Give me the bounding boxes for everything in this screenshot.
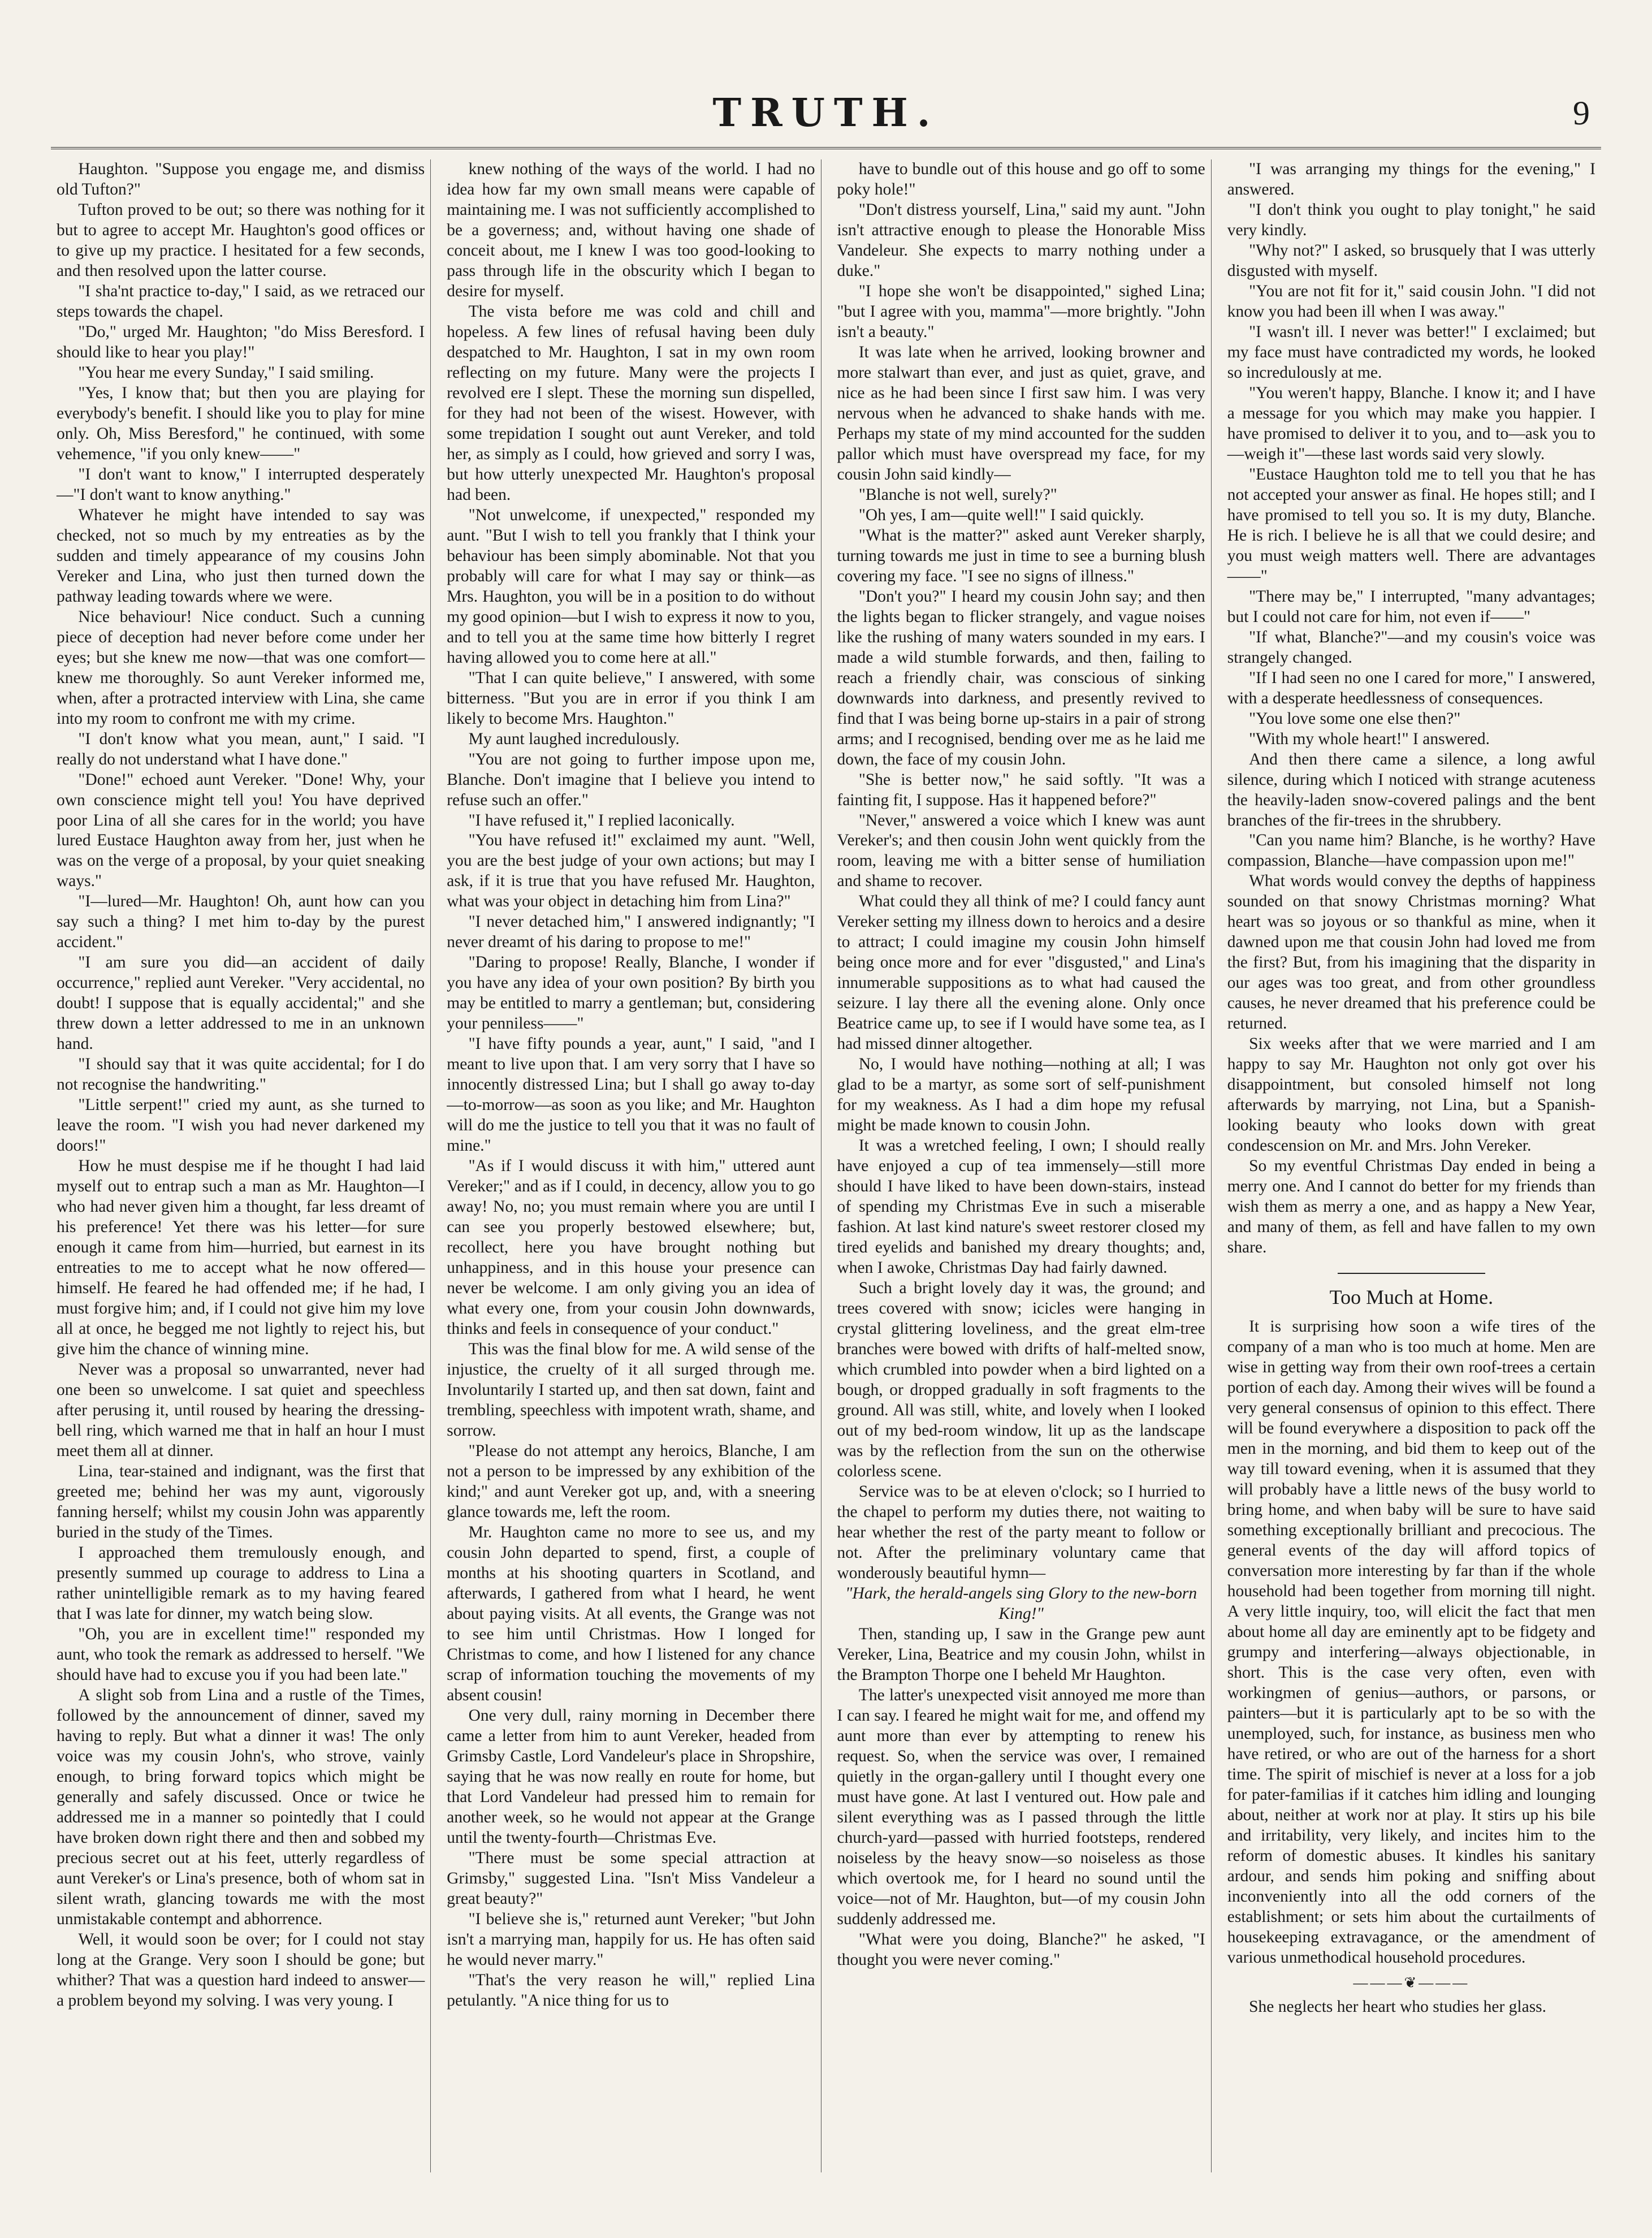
paragraph: knew nothing of the ways of the world. I had no idea how far my own small means were capable of maintaining me. I was not sufficiently accomplished to be a governess; and, without having one shade of conceit about, me I knew I was too good-looking to pass through life in the obscurity which I began to desire for myself. (447, 160, 815, 300)
paragraph: "You hear me every Sunday," I said smiling. (78, 363, 374, 382)
paragraph: "I—lured—Mr. Haughton! Oh, aunt how can you say such a thing? I met him to-day by the purest accident." (57, 892, 425, 952)
paragraph: The latter's unexpected visit annoyed me more than I can say. I feared he might wait for me, and offend my aunt more than ever by attempting to renew his request. So, when the service was over, I remained quietly in the organ-gallery until I thought every one must have gone. At last I ventured out. How pale and silent everything was as I passed through the little church-yard—passed with hurried footsteps, rendered noiseless by the heavy snow—so noiseless as those which overtook me, for I heard no sound until the voice—not of Mr. Haughton, but—of my cousin John suddenly addressed me. (837, 1686, 1205, 1928)
paragraph: "I have fifty pounds a year, aunt," I said, "and I meant to live upon that. I am very sorry that I have so innocently distressed Lina; but I shall go away to-day—to-morrow—as soon as you like; and Mr. Haughton will do me the justice to tell you that it was no fault of mine." (447, 1035, 815, 1155)
paragraph: "You have refused it!" exclaimed my aunt. "Well, you are the best judge of your own actions; but may I ask, if it is true that you have refused Mr. Haughton, what was your object in detaching him from Lina?" (447, 831, 815, 911)
paragraph: "I don't want to know," I interrupted desperately—"I don't want to know anything." (57, 465, 425, 504)
paragraph: "I believe she is," returned aunt Vereker; "but John isn't a marrying man, happily for us. He has often said he would never marry." (447, 1909, 815, 1969)
paragraph: "That I can quite believe," I answered, with some bitterness. "But you are in error if you think I am likely to become Mrs. Haughton." (447, 668, 815, 728)
paragraph: It is surprising how soon a wife tires of the company of a man who is too much at home. Men are wise in getting way from their own roof-trees a certain portion of each day. Among their wives will be found a very general consensus of opinion to this effect. There will be found everywhere a disposition to pack off the men in the morning, and bid them to keep out of the way till toward evening, when it is assumed that they will probably have a little news of the busy world to bring home, and when baby will be sure to have said something exceptionally brilliant and precocious. The general events of the day will afford topics of conversation more interesting by far than if the whole household had been together from morning till night. A very little inquiry, too, will elicit the fact that men about home all day are eminently apt to be fidgety and grumpy and interfering—always objectionable, in short. This is the case very often, even with workingmen of genius—authors, or parsons, or painters—but it is particularly apt to be so with the unemployed, such, for instance, as business men who have retired, or who are out of the harness for a short time. The spirit of mischief is never at a loss for a job for pater-familias if it catches him idling and lounging about, neither at work nor at play. It stirs up his bile and irritability, very likely, and incites him to the reform of domestic abuses. It kindles his sanitary ardour, and sends him poking and sniffing about inconveniently into all the odd corners of the establishment; or sets him about the curtailments of housekeeping extravagance, or the amendment of various unmethodical household procedures. (1227, 1317, 1595, 1967)
paragraph: "I have refused it," I replied laconically. (468, 811, 735, 829)
paragraph: "I am sure you did—an accident of daily occurrence," replied aunt Vereker. "Very accidental, no doubt! I suppose that is equally accidental;" and she threw down a letter addressed to me in an unknown hand. (57, 953, 425, 1053)
column-2 (441, 159, 821, 2172)
paragraph: "Never," answered a voice which I knew was aunt Vereker's; and then cousin John went quickly from the room, leaving me with a bitter sense of humiliation and shame to recover. (837, 811, 1205, 891)
paragraph: Such a bright lovely day it was, the ground; and trees covered with snow; icicles were hanging in crystal glittering loveliness, and the great elm-tree branches were bowed with drifts of half-melted snow, which crumbled into powder when a bird lighted on a bough, or dropped gradually in soft fragments to the ground. All was still, white, and lovely when I looked out of my bed-room window, lit up as the landscape was by the reflection from the sun on the otherwise colorless scene. (837, 1279, 1205, 1480)
column-4-story (1227, 159, 1595, 1258)
paragraph: No, I would have nothing—nothing at all; I was glad to be a martyr, as some sort of self-punishment for my weakness. As I had a dim hope my refusal might be made known to cousin John. (837, 1055, 1205, 1135)
section-rule (1338, 1273, 1485, 1274)
paragraph: Six weeks after that we were married and I am happy to say Mr. Haughton not only got over his disappointment, but consoled himself not long afterwards by marrying, not Lina, but a Spanish-looking beauty who looks down with great condescension on Mr. and Mrs. John Vereker. (1227, 1035, 1595, 1155)
paragraph: "Hark, the herald-angels sing Glory to the new-born King!" (845, 1584, 1197, 1623)
paragraph: It was late when he arrived, looking browner and more stalwart than ever, and just as quiet, grave, and nice as he had been since I first saw him. I was very nervous when he advanced to shake hands with me. Perhaps my state of my mind accounted for the sudden pallor which must have overspread my face, for my cousin John said kindly— (837, 343, 1205, 483)
paragraph: "Little serpent!" cried my aunt, as she turned to leave the room. "I wish you had never darkened my doors!" (57, 1096, 425, 1155)
paragraph: "Do," urged Mr. Haughton; "do Miss Beresford. I should like to hear you play!" (57, 322, 425, 361)
paragraph: have to bundle out of this house and go off to some poky hole!" (837, 160, 1205, 198)
paragraph: What words would convey the depths of happiness sounded on that snowy Christmas morning? What heart was so joyous or so thankful as mine, when it dawned upon me that cousin John had loved me from the first? But, from his imagining that the disparity in our ages was too great, and from other groundless causes, he never dreamed that his preference could be returned. (1227, 872, 1595, 1033)
paragraph: I approached them tremulously enough, and presently summed up courage to address to Lina a rather unintelligible remark as to my having feared that I was late for dinner, my watch being slow. (57, 1543, 425, 1623)
paragraph: "I wasn't ill. I never was better!" I exclaimed; but my face must have contradicted my words, he looked so incredulously at me. (1227, 322, 1595, 382)
paragraph: Service was to be at eleven o'clock; so I hurried to the chapel to perform my duties there, not waiting to hear whether the rest of the party meant to follow or not. After the preliminary voluntary came that wonderously beautiful hymn— (837, 1482, 1205, 1582)
paragraph: "I sha'nt practice to-day," I said, as we retraced our steps towards the chapel. (57, 282, 425, 321)
paragraph: "She is better now," he said softly. "It was a fainting fit, I suppose. Has it happened before?" (837, 770, 1205, 809)
paragraph: "Oh yes, I am—quite well!" I said quickly. (858, 506, 1144, 524)
paragraph: "As if I would discuss it with him," uttered aunt Vereker;" and as if I could, in decency, allow you to go away! No, no; you must remain where you are until I can see you properly bestowed elsewhere; but, recollect, here you have brought nothing but unhappiness, and in this house your presence can never be welcome. I am only giving you an idea of what every one, from your cousin John downwards, thinks and feels in consequence of your conduct." (447, 1157, 815, 1338)
paragraph: "What is the matter?" asked aunt Vereker sharply, turning towards me just in time to see a burning blush covering my face. "I see no signs of illness." (837, 526, 1205, 585)
paragraph: "What were you doing, Blanche?" he asked, "I thought you were never coming." (837, 1930, 1205, 1969)
paragraph: "Eustace Haughton told me to tell you that he has not accepted your answer as final. He hopes still; and I have promised to tell you so. It is my duty, Blanche. He is rich. I believe he is all that we could desire; and you must weigh matters well. There are advantages——" (1227, 465, 1595, 585)
paragraph: "I don't know what you mean, aunt," I said. "I really do not understand what I have done." (57, 729, 425, 768)
page-number: 9 (1573, 94, 1590, 132)
paragraph: "There must be some special attraction at Grimsby," suggested Lina. "Isn't Miss Vandeleur a great beauty?" (447, 1848, 815, 1908)
paragraph: How he must despise me if he thought I had laid myself out to entrap such a man as Mr. Haughton—I who had never given him a thought, far less dreamt of his preference! Yet there was his letter—for sure enough it came from him—hurried, but earnest in its entreaties to me to accept what he now offered—himself. He feared he had offended me; if he had, I must forgive him; and, if I could not give him my love all at once, he begged me not lightly to reject his, but give him the chance of winning mine. (57, 1157, 425, 1359)
paragraph: Lina, tear-stained and indignant, was the first that greeted me; behind her was my aunt, vigorously fanning herself; whilst my cousin John was apparently buried in the study of the Times. (57, 1462, 425, 1541)
paragraph: "I don't think you ought to play tonight," he said very kindly. (1227, 200, 1595, 239)
paragraph: Tufton proved to be out; so there was nothing for it but to agree to accept Mr. Haughton's good offices or to give up my practice. I hesitated for a few seconds, and then resolved upon the latter course. (57, 200, 425, 280)
paragraph: "Done!" echoed aunt Vereker. "Done! Why, your own conscience might tell you! You have deprived poor Lina of all she cares for in the world; you have lured Eustace Haughton away from her, just when he was on the verge of a proposal, by your quiet sneaking ways." (57, 770, 425, 891)
paragraph: "Why not?" I asked, so brusquely that I was utterly disgusted with myself. (1227, 241, 1595, 280)
column-4 (1222, 159, 1601, 2172)
paragraph: "Please do not attempt any heroics, Blanche, I am not a person to be impressed by any exhibition of the kind;" and aunt Vereker got up, and, with a sneering glance towards me, left the room. (447, 1442, 815, 1521)
paragraph: "You love some one else then?" (1249, 709, 1461, 728)
paragraph: "I never detached him," I answered indignantly; "I never dreamt of his daring to propose to me!" (447, 913, 815, 952)
newspaper-title: TRUTH. (712, 90, 940, 136)
masthead (51, 85, 1601, 149)
ornament-divider: ———❦——— (1353, 1974, 1470, 1991)
paragraph: A slight sob from Lina and a rustle of the Times, followed by the announcement of dinner, saved my having to reply. But what a dinner it was! The only voice was my cousin John's, who strove, vainly enough, to bring forward topics which might be generally and safely discussed. Once or twice he addressed me in a manner so pointedly that I could have broken down right there and then and sobbed my precious secret out at his feet, utterly regardless of aunt Vereker's or Lina's presence, both of whom sat in silent wrath, glancing towards me with the most unmistakable contempt and abhorrence. (57, 1686, 425, 1928)
paragraph: What could they all think of me? I could fancy aunt Vereker setting my illness down to heroics and a desire to attract; I could imagine my cousin John himself being once more and for ever "disgusted," and Lina's innumerable suppositions as to what had caused the seizure. I lay there all the evening alone. Only once Beatrice came up, to see if I would have some tea, as I had missed dinner altogether. (837, 892, 1205, 1053)
paragraph: "Oh, you are in excellent time!" responded my aunt, who took the remark as addressed to herself. "We should have had to excuse you if you had been late." (57, 1625, 425, 1684)
paragraph: "With my whole heart!" I answered. (1249, 729, 1490, 748)
column-3 (832, 159, 1212, 2172)
paragraph: "I should say that it was quite accidental; for I do not recognise the handwriting." (57, 1055, 425, 1094)
paragraph: "You are not going to further impose upon me, Blanche. Don't imagine that I believe you intend to refuse such an offer." (447, 750, 815, 809)
column-1 (51, 159, 431, 2172)
paragraph: Never was a proposal so unwarranted, never had one been so unwelcome. I sat quiet and speechless after perusing it, until roused by hearing the dressing-bell ring, which warned me that in half an hour I must meet them all at dinner. (57, 1360, 425, 1461)
paragraph: Then, standing up, I saw in the Grange pew aunt Vereker, Lina, Beatrice and my cousin John, whilst in the Brampton Thorpe one I beheld Mr Haughton. (837, 1625, 1205, 1684)
paragraph: "Yes, I know that; but then you are playing for everybody's benefit. I should like you to play for mine only. Oh, Miss Beresford," he continued, with some vehemence, "if you only knew——" (57, 383, 425, 463)
text-columns (51, 159, 1601, 2172)
article-body (1227, 1317, 1595, 2017)
paragraph: And then there came a silence, a long awful silence, during which I noticed with strange acuteness the heavily-laden snow-covered palings and the bent branches of the fir-trees in the shrubbery. (1227, 750, 1595, 829)
paragraph: "Can you name him? Blanche, is he worthy? Have compassion, Blanche—have compassion upon me!" (1227, 831, 1595, 870)
paragraph: "Not unwelcome, if unexpected," responded my aunt. "But I wish to tell you frankly that I think your behaviour has been simply abominable. Not that you probably will care for what I may say or think—as Mrs. Haughton, you will be in a position to do without my good opinion—but I wish to express it now to you, and to tell you at the same time how bitterly I regret having allowed you to come here at all." (447, 506, 815, 667)
paragraph: Mr. Haughton came no more to see us, and my cousin John departed to spend, first, a couple of months at his shooting quarters in Scotland, and afterwards, I gathered from what I heard, he went about paying visits. At all events, the Grange was not to see him until Christmas. How I longed for Christmas to come, and how I listened for any chance scrap of information touching the movements of my absent cousin! (447, 1523, 815, 1704)
paragraph: "Blanche is not well, surely?" (858, 485, 1057, 504)
paragraph: "There may be," I interrupted, "many advantages; but I could not care for him, not even if——" (1227, 587, 1595, 626)
paragraph: "Don't you?" I heard my cousin John say; and then the lights began to flicker strangely, and vague noises like the rushing of many waters sounded in my ears. I made a wild stumble forwards, and then, failing to reach a friendly chair, was conscious of sinking downwards into darkness, and presently revived to find that I was being borne up-stairs in a pair of strong arms; and I recognised, bending over me as he laid me down, the face of my cousin John. (837, 587, 1205, 768)
paragraph: "I was arranging my things for the evening," I answered. (1227, 160, 1595, 198)
paragraph: The vista before me was cold and chill and hopeless. A few lines of refusal having been duly despatched to Mr. Haughton, I sat in my own room reflecting on my future. Many were the projects I revolved ere I slept. These the morning sun dispelled, for they had not been of the wisest. However, with some trepidation I sought out aunt Vereker, and told her, as simply as I could, how grieved and sorry I was, but how utterly unexpected Mr. Haughton's proposal had been. (447, 302, 815, 504)
paragraph: This was the final blow for me. A wild sense of the injustice, the cruelty of it all surged through me. Involuntarily I started up, and then sat down, faint and trembling, speechless with impotent wrath, shame, and sorrow. (447, 1340, 815, 1440)
article-heading: Too Much at Home. (1329, 1286, 1494, 1309)
paragraph: Whatever he might have intended to say was checked, not so much by my entreaties as by the sudden and timely appearance of my cousins John Vereker and Lina, who just then turned down the pathway leading towards where we were. (57, 506, 425, 606)
paragraph: It was a wretched feeling, I own; I should really have enjoyed a cup of tea immensely—still more should I have liked to have been down-stairs, instead of spending my Christmas Eve in such a miserable fashion. At last kind nature's sweet restorer closed my tired eyelids and banished my dreary thoughts; and, when I awoke, Christmas Day had fairly dawned. (837, 1137, 1205, 1277)
paragraph: "If what, Blanche?"—and my cousin's voice was strangely changed. (1227, 628, 1595, 667)
paragraph: "Daring to propose! Really, Blanche, I wonder if you have any idea of your own position? By birth you may be entitled to marry a gentleman; but, considering your penniless——" (447, 953, 815, 1033)
paragraph: Haughton. "Suppose you engage me, and dismiss old Tufton?" (57, 160, 425, 198)
paragraph: So my eventful Christmas Day ended in being a merry one. And I cannot do better for my friends than wish them as merry a one, and as happy a New Year, and many of them, as fell and have fallen to my own share. (1227, 1157, 1595, 1257)
paragraph: "I hope she won't be disappointed," sighed Lina; "but I agree with you, mamma"—more brightly. "John isn't a beauty." (837, 282, 1205, 341)
paragraph: One very dull, rainy morning in December there came a letter from him to aunt Vereker, headed from Grimsby Castle, Lord Vandeleur's place in Shropshire, saying that he was now really en route for home, but that Lord Vandeleur had pressed him to remain for another week, so he would not appear at the Grange until the twenty-fourth—Christmas Eve. (447, 1706, 815, 1847)
paragraph: My aunt laughed incredulously. (468, 729, 680, 748)
paragraph: "That's the very reason he will," replied Lina petulantly. "A nice thing for us to (447, 1971, 815, 2010)
paragraph: She neglects her heart who studies her glass. (1249, 1998, 1547, 2016)
paragraph: "You are not fit for it," said cousin John. "I did not know you had been ill when I was away." (1227, 282, 1595, 321)
paragraph: "Don't distress yourself, Lina," said my aunt. "John isn't attractive enough to please the Honorable Miss Vandeleur. She expects to marry nothing under a duke." (837, 200, 1205, 280)
paragraph: "You weren't happy, Blanche. I know it; and I have a message for you which may make you happier. I have promised to deliver it to you, and to—ask you to—weigh it"—these last words said very slowly. (1227, 383, 1595, 463)
paragraph: Nice behaviour! Nice conduct. Such a cunning piece of deception had never before come under her eyes; but she knew me now—that was one comfort—knew me thoroughly. So aunt Vereker informed me, when, after a protracted interview with Lina, she came into my room to confront me with my crime. (57, 607, 425, 728)
paragraph: "If I had seen no one I cared for more," I answered, with a desperate heedlessness of consequences. (1227, 668, 1595, 707)
paragraph: Well, it would soon be over; for I could not stay long at the Grange. Very soon I should be gone; but whither? That was a question hard indeed to answer—a problem beyond my solving. I was very young. I (57, 1930, 425, 2010)
